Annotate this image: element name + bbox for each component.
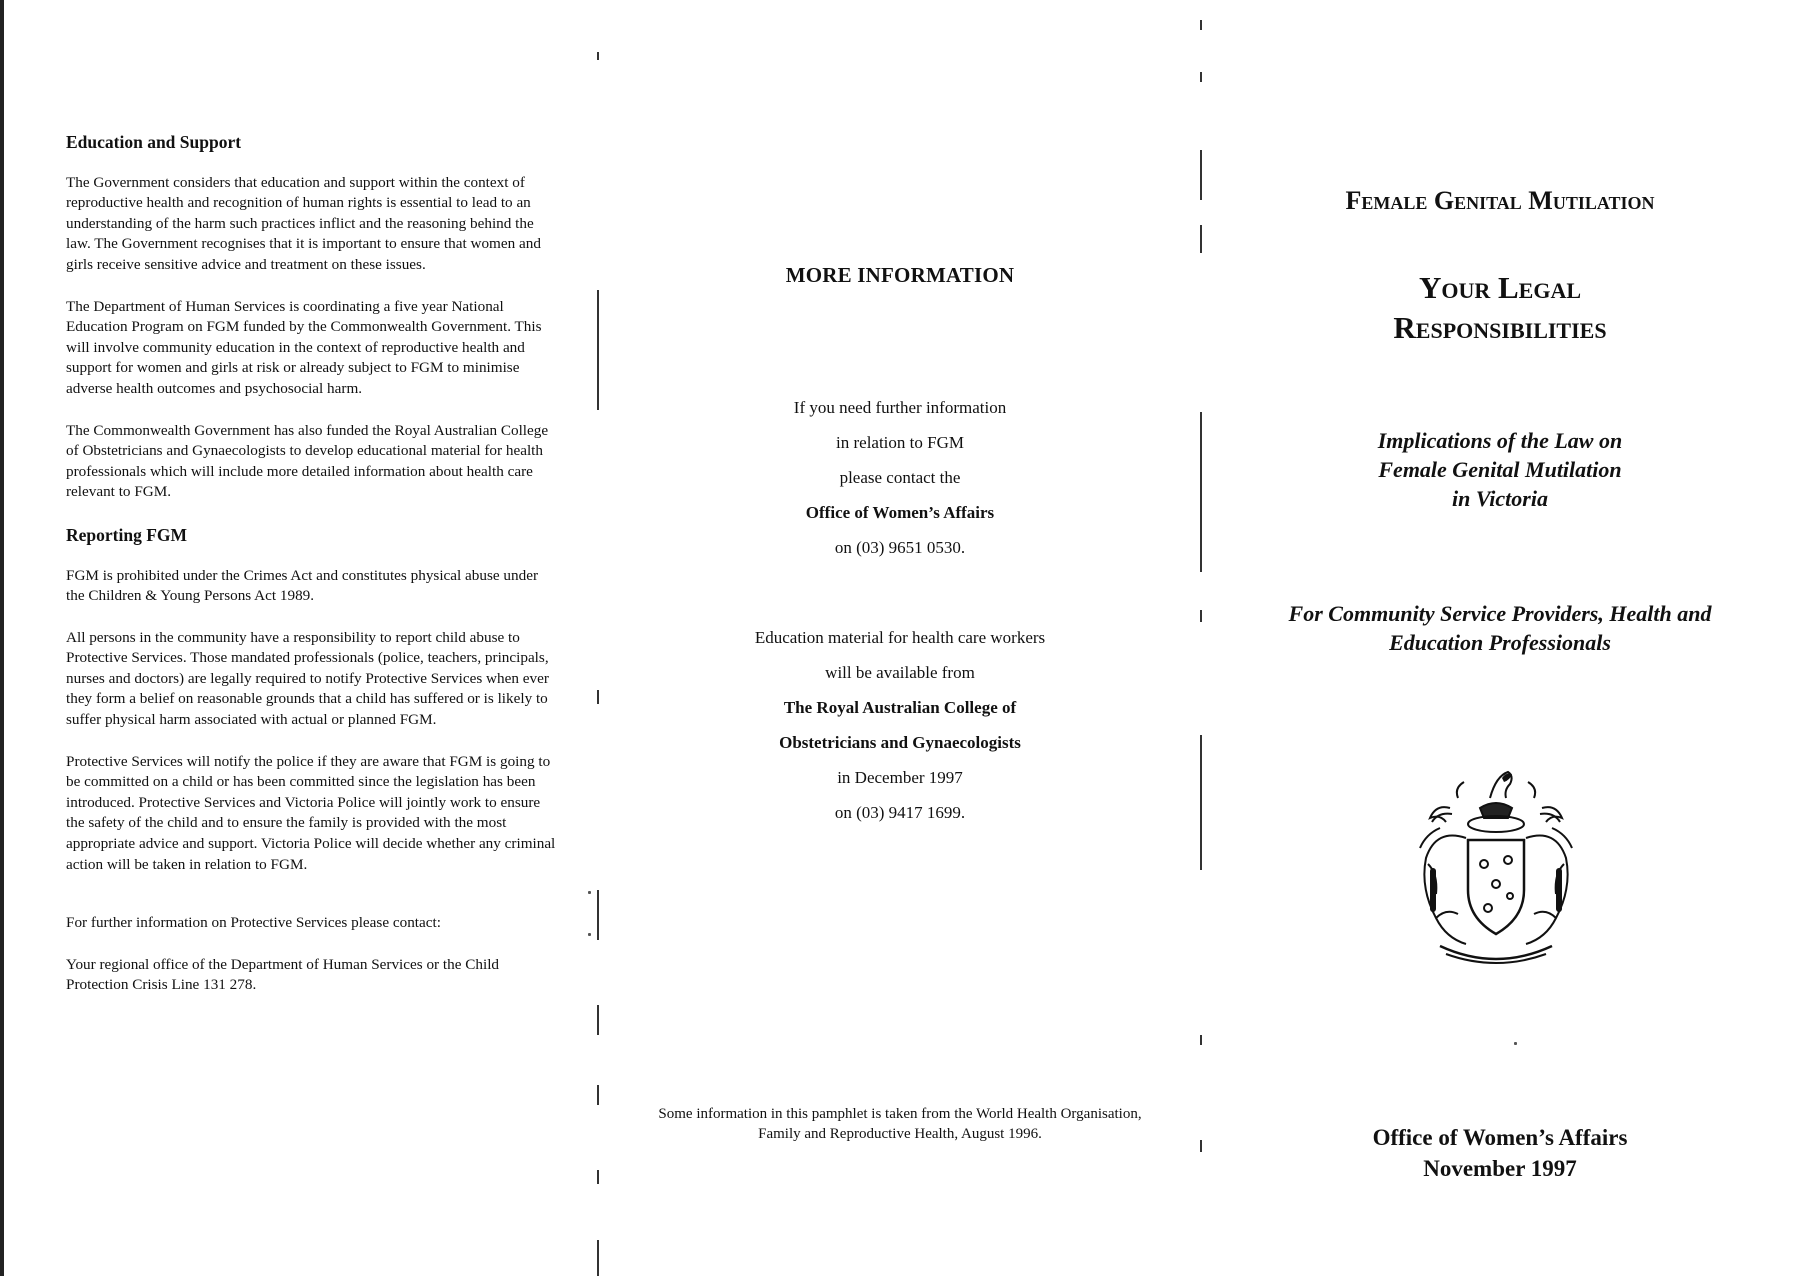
middle-panel: [640, 263, 1160, 836]
fold-line-right: [1200, 0, 1202, 1276]
reporting-paragraph-2: All persons in the community have a responsibility to report child abuse to Protective Services. Those mandated professionals (police, teachers, principals, nurses and doctors) are legally required to notify Protective Services when ever they form a belief on reasonable grounds that a child has suffered or is likely to suffer physical harm associated with actual or planned FGM.: [66, 628, 549, 729]
fold-line-left: [597, 0, 599, 1276]
contact-line: If you need further information: [793, 398, 1007, 417]
publisher-name: Office of Women’s Affairs: [1372, 1125, 1628, 1150]
education-paragraph-3: The Commonwealth Government has also funded the Royal Australian College of Obstetricians and Gynaecologists to develop educational material for health professionals which will include more detailed information about health care relevant to FGM.: [66, 421, 549, 501]
left-panel: [66, 132, 556, 1017]
contact-organisation: Office of Women’s Affairs: [805, 503, 995, 522]
audience-line: Education Professionals: [1389, 630, 1611, 655]
contact-line: in relation to FGM: [836, 433, 964, 452]
reporting-fgm-heading: Reporting FGM: [66, 524, 188, 545]
contact-line: in December 1997: [837, 768, 963, 787]
more-information-heading: MORE INFORMATION: [785, 263, 1015, 287]
education-paragraph-1: The Government considers that education and support within the context of reproductive health and recognition of human rights is essential to lead to an understanding of the harm such practices inflict and the reasoning behind the law. The Government recognises that it is important to ensure that women and girls receive sensitive advice and treatment on these issues.: [66, 173, 541, 273]
reporting-paragraph-1: FGM is prohibited under the Crimes Act and constitutes physical abuse under the Children & Young Persons Act 1989.: [66, 566, 538, 605]
reporting-paragraph-5: Your regional office of the Department of Human Services or the Child Protection Crisis Line 131 278.: [66, 955, 500, 994]
education-support-heading: Education and Support: [66, 132, 242, 152]
reporting-paragraph-3: Protective Services will notify the police if they are aware that FGM is going to be committed on a child or has been committed since the legislation has been introduced. Protective Services and Victoria Police will jointly work to ensure the safety of the child and to ensure the family is provided with the most appropriate advice and support. Victoria Police will decide whether any criminal action will be taken in relation to FGM.: [66, 752, 556, 873]
scan-speck: [588, 933, 591, 936]
source-footnote: Some information in this pamphlet is taken from the World Health Organisation, Family and Reproductive Health, August 1996.: [658, 1106, 1142, 1142]
audience-text: [1260, 599, 1740, 657]
cover-subtitle-line: Responsibilities: [1393, 310, 1607, 345]
cover-subtitle-line: Your Legal: [1418, 270, 1582, 305]
cover-panel: [1260, 186, 1740, 657]
scan-speck: [1514, 1042, 1517, 1045]
cover-subtitle: [1260, 268, 1740, 348]
reporting-paragraph-4: For further information on Protective Services please contact:: [66, 914, 441, 932]
implications-line: in Victoria: [1452, 486, 1548, 511]
contact-line: please contact the: [839, 468, 961, 487]
education-paragraph-2: The Department of Human Services is coordinating a five year National Education Program on FGM funded by the Commonwealth Government. This will involve community education in the context of reproductive health and support for women and girls at risk or already subject to FGM to minimise adverse health outcomes and psychosocial harm.: [66, 297, 542, 397]
victoria-coat-of-arms-icon: [1410, 768, 1582, 968]
contact-block-ows: [640, 396, 1160, 571]
contact-organisation: The Royal Australian College of: [783, 698, 1017, 717]
implications-line: Female Genital Mutilation: [1378, 457, 1622, 482]
scan-edge: [0, 0, 4, 1276]
contact-phone: on (03) 9417 1699.: [834, 803, 966, 822]
cover-title: Female Genital Mutilation: [1345, 186, 1655, 215]
publication-date: November 1997: [1423, 1156, 1577, 1181]
contact-line: Education material for health care workers: [754, 628, 1046, 647]
implications-line: Implications of the Law on: [1377, 428, 1623, 453]
audience-line: For Community Service Providers, Health and: [1288, 601, 1712, 626]
contact-organisation: Obstetricians and Gynaecologists: [779, 733, 1021, 752]
scan-speck: [588, 891, 591, 894]
contact-phone: on (03) 9651 0530.: [834, 538, 966, 557]
contact-line: will be available from: [825, 663, 975, 682]
contact-block-ranzcog: [640, 626, 1160, 836]
implications-text: [1260, 426, 1740, 513]
publisher-block: [1260, 1122, 1740, 1184]
